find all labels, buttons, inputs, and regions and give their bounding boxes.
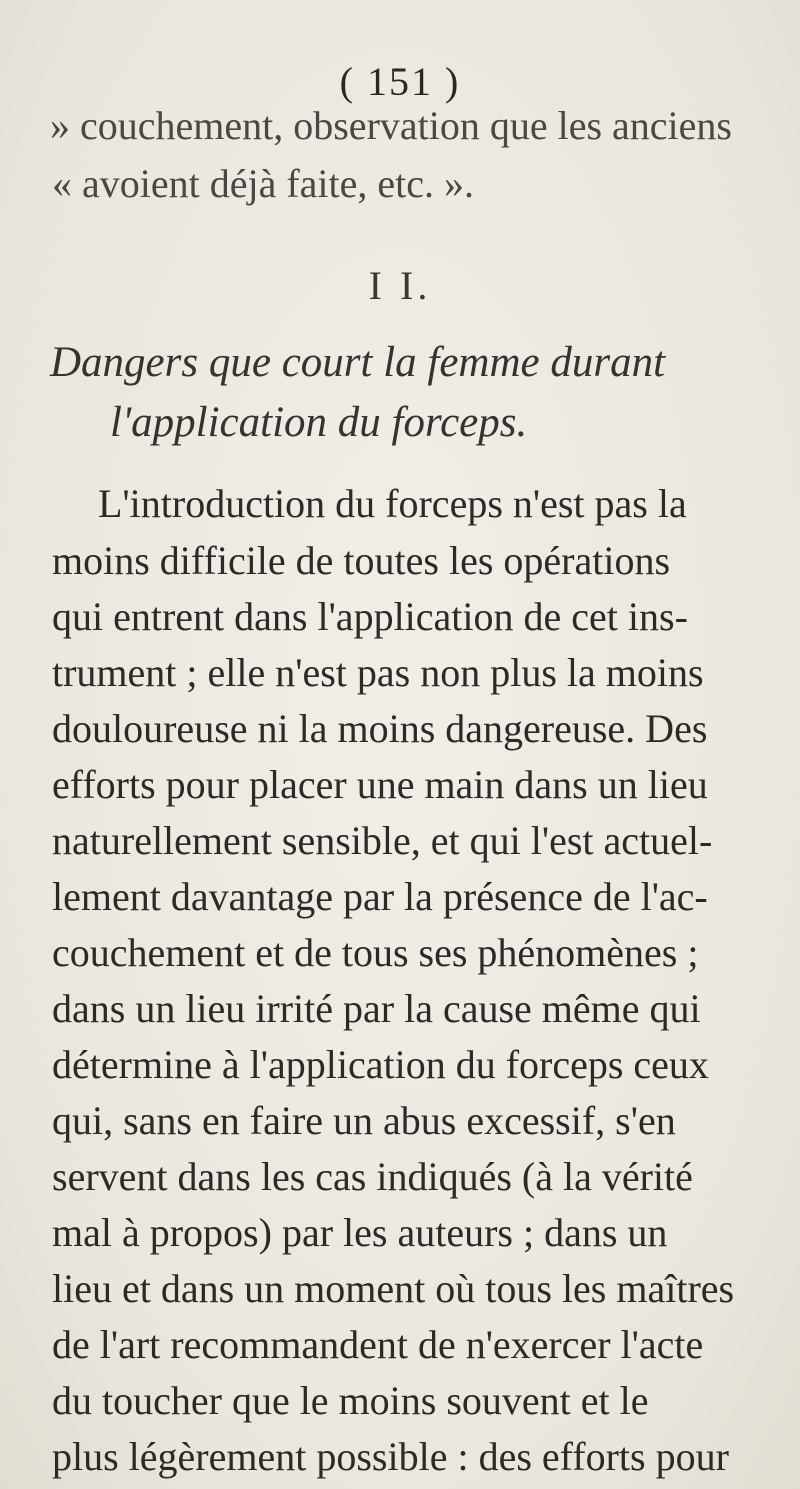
carryover-line: » couchement, observation que les anciens xyxy=(50,103,732,148)
body-line: plus légèrement possible : des efforts pour xyxy=(52,1434,729,1479)
body-line: lieu et dans un moment où tous les maîtres xyxy=(52,1266,735,1311)
section-number: I I. xyxy=(368,263,432,308)
body-line: douloureuse ni la moins dangereuse. Des xyxy=(52,706,708,751)
body-line: détermine à l'application du forceps ceux xyxy=(52,1042,709,1087)
section-title-line: Dangers que court la femme durant xyxy=(50,339,666,386)
page-number: ( 151 ) xyxy=(339,59,461,104)
body-line: moins difficile de toutes les opérations xyxy=(52,538,671,583)
body-line: lement davantage par la présence de l'ac- xyxy=(52,874,708,919)
body-line: efforts pour placer une main dans un lieu xyxy=(52,762,708,807)
body-line: de l'art recommandent de n'exercer l'acte xyxy=(52,1322,704,1367)
body-line: qui entrent dans l'application de cet ins- xyxy=(52,594,688,639)
body-line: qui, sans en faire un abus excessif, s'en xyxy=(52,1098,676,1143)
body-line: couchement et de tous ses phénomènes ; xyxy=(52,930,699,975)
body-line: du toucher que le moins souvent et le xyxy=(52,1378,649,1423)
body-line: L'introduction du forceps n'est pas la xyxy=(98,481,687,526)
body-line: trument ; elle n'est pas non plus la moins xyxy=(52,650,704,695)
carryover-line: « avoient déjà faite, etc. ». xyxy=(52,161,475,206)
body-line: dans un lieu irrité par la cause même qui xyxy=(52,986,701,1031)
body-line: naturellement sensible, et qui l'est actuel- xyxy=(52,818,713,863)
body-line: servent dans les cas indiqués (à la vérité xyxy=(52,1154,693,1199)
body-line: mal à propos) par les auteurs ; dans un xyxy=(52,1210,668,1255)
section-title-line: l'application du forceps. xyxy=(110,399,528,446)
